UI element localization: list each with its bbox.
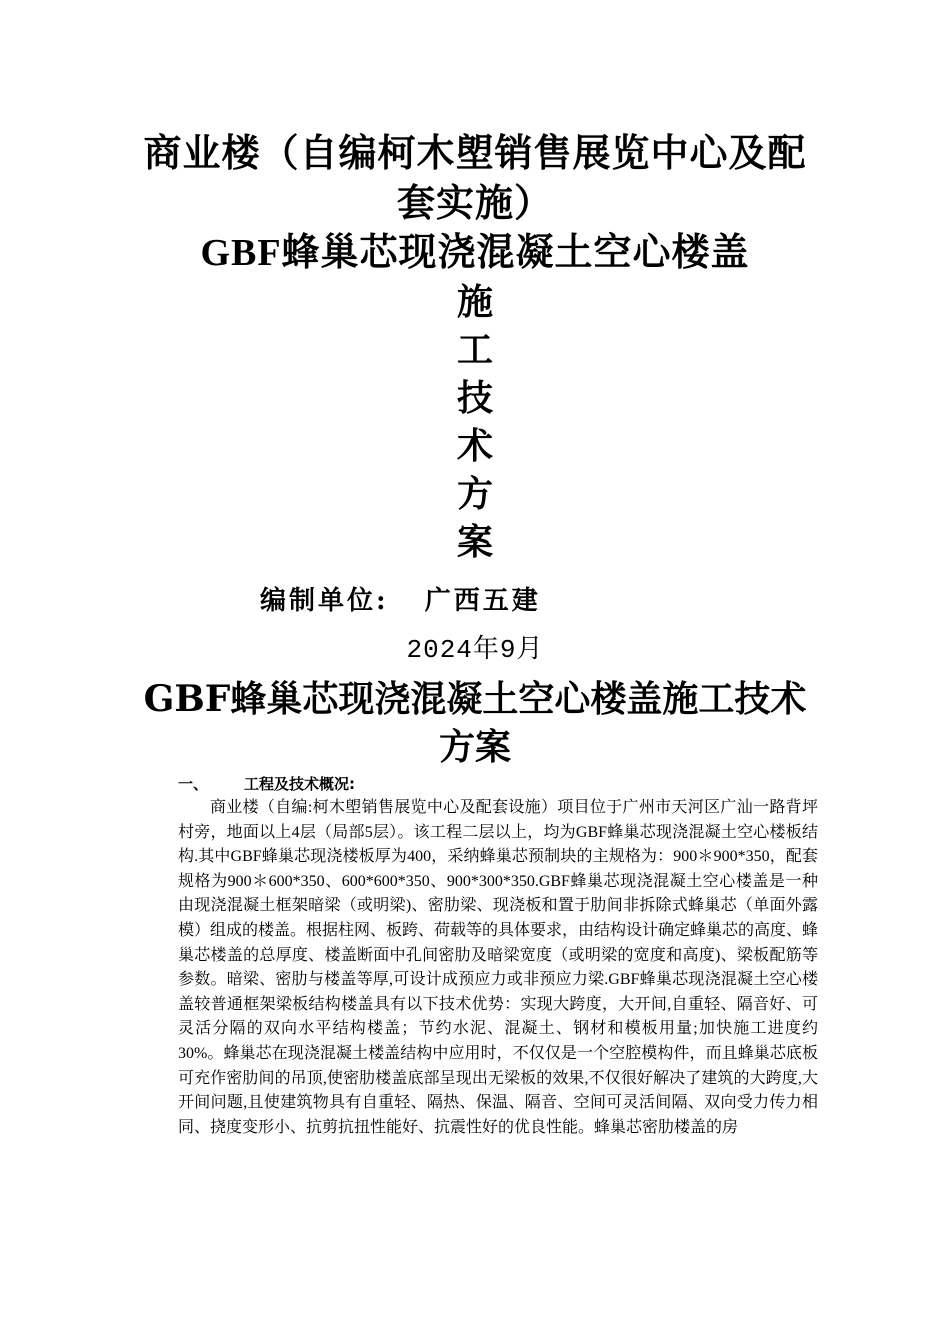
compiling-unit — [260, 580, 541, 617]
cover-vertical-char: 工 — [456, 329, 493, 371]
cover-title-line1: 商业楼（自编柯木塱销售展览中心及配套实施） — [143, 130, 807, 225]
cover-vertical-char: 施 — [456, 281, 493, 323]
cover-vertical-char: 术 — [456, 425, 493, 467]
body-paragraph: 商业楼（自编:柯木塱销售展览中心及配套设施）项目位于广州市天河区广汕一路背坪村旁，地面以上4层（局部5层）。该工程二层以上，均为GBF蜂巢芯现浇混凝土空心楼板结构.其中GBF蜂巢芯现浇楼板厚为400，采纳蜂巢芯预制块的主规格为：900＊900*350，配套规格为900＊600*350、600*600*350、900*300*350.GBF蜂巢芯现浇混凝土空心楼盖是一种由现浇混凝土框架暗梁（或明梁)、密肋梁、现浇板和置于肋间非拆除式蜂巢芯（单面外露模）组成的楼盖。根据柱网、板跨、荷载等的具体要求，由结构设计确定蜂巢芯的高度、蜂巢芯楼盖的总厚度、楼盖断面中孔间密肋及暗梁宽度（或明梁的宽度和高度)、梁板配筋等参数。暗梁、密肋与楼盖等厚,可设计成预应力或非预应力梁.GBF蜂巢芯现浇混凝土空心楼盖较普通框架梁板结构楼盖具有以下技术优势：实现大跨度，大开间,自重轻、隔音好、可灵活分隔的双向水平结构楼盖；节约水泥、混凝土、钢材和模板用量;加快施工进度约30%。蜂巢芯在现浇混凝土楼盖结构中应用时，不仅仅是一个空腔模构件，而且蜂巢芯底板可充作密肋间的吊顶,使密肋楼盖底部呈现出无梁板的效果,不仅很好解决了建筑的大跨度,大开间问题,且使建筑物具有自重轻、隔热、保温、隔音、空间可灵活间隔、双向受力传力相同、挠度变形小、抗剪抗扭性能好、抗震性好的优良性能。蜂巢芯密肋楼盖的房 — [178, 799, 819, 1136]
document-title: GBF蜂巢芯现浇混凝土空心楼盖施工技术方案 — [143, 678, 807, 768]
compiling-unit-label: 编制单位: — [260, 586, 389, 616]
section-body — [178, 796, 818, 1140]
cover-vertical-char: 案 — [456, 521, 493, 563]
cover-date: 2024年9月 — [406, 635, 544, 665]
section-heading — [178, 773, 355, 794]
section-heading-text: 工程及技术概况: — [244, 775, 355, 793]
section-number: 一、 — [178, 775, 209, 793]
cover-vertical-char: 技 — [456, 377, 493, 419]
cover-title-line2: GBF蜂巢芯现浇混凝土空心楼盖 — [200, 232, 750, 274]
compiling-unit-name: 广西五建 — [424, 586, 541, 616]
cover-vertical-char: 方 — [456, 473, 493, 515]
